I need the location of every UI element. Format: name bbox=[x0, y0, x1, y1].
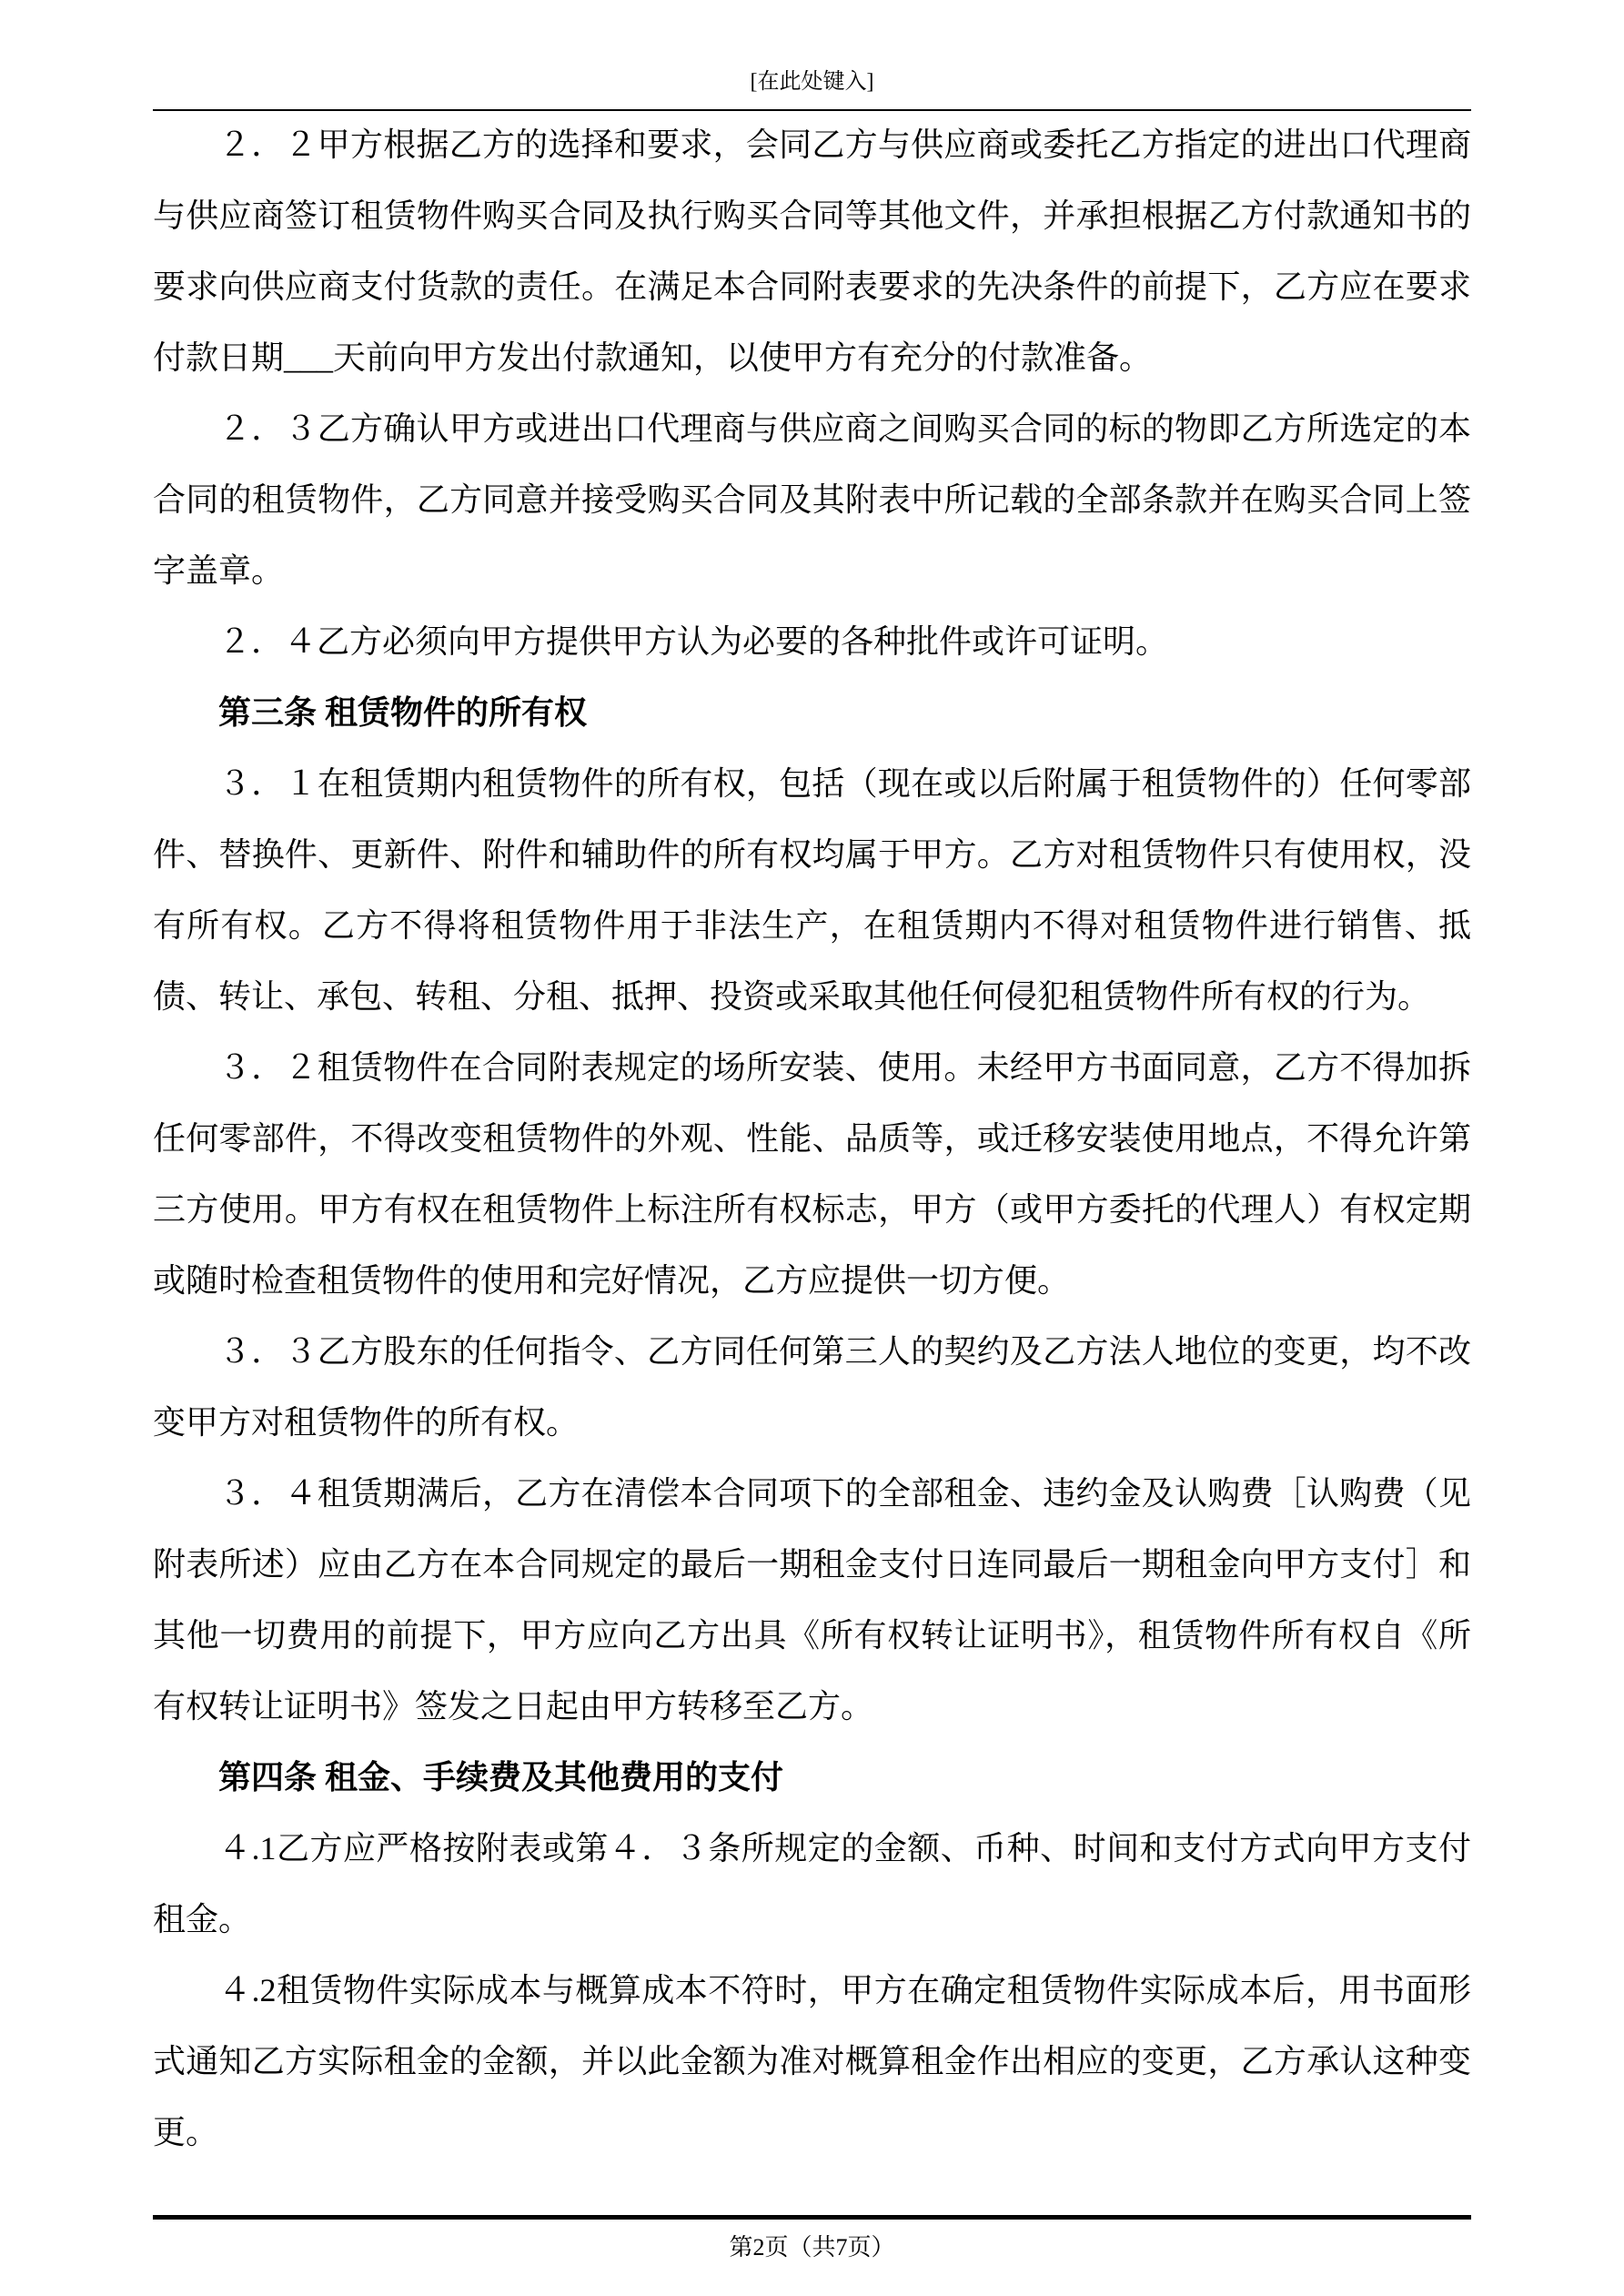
page-number: 第2页（共7页） bbox=[729, 2234, 895, 2261]
paragraph-4-2: ４.2租赁物件实际成本与概算成本不符时，甲方在确定租赁物件实际成本后，用书面形式通知乙方实际租金的金额，并以此金额为准对概算租金作出相应的变更，乙方承认这种变更。 bbox=[153, 1972, 1471, 2150]
paragraph-2-4: ２．４乙方必须向甲方提供甲方认为必要的各种批件或许可证明。 bbox=[218, 623, 1169, 660]
document-body bbox=[153, 109, 1471, 2168]
paragraph-3-2: ３．２租赁物件在合同附表规定的场所安装、使用。未经甲方书面同意，乙方不得加拆任何零部件，不得改变租赁物件的外观、性能、品质等，或迁移安装使用地点，不得允许第三方使用。甲方有权在租赁物件上标注所有权标志，甲方（或甲方委托的代理人）有权定期或随时检查租赁物件的使用和完好情况，乙方应提供一切方便。 bbox=[153, 1049, 1471, 1299]
section-heading-article-3: 第三条 租赁物件的所有权 bbox=[218, 694, 588, 731]
page-footer bbox=[153, 2215, 1471, 2261]
paragraph-4-1: ４.1乙方应严格按附表或第４．３条所规定的金额、币种、时间和支付方式向甲方支付租金。 bbox=[153, 1830, 1471, 1937]
paragraph-3-1: ３．１在租赁期内租赁物件的所有权，包括（现在或以后附属于租赁物件的）任何零部件、替换件、更新件、附件和辅助件的所有权均属于甲方。乙方对租赁物件只有使用权，没有所有权。乙方不得将租赁物件用于非法生产，在租赁期内不得对租赁物件进行销售、抵债、转让、承包、转租、分租、抵押、投资或采取其他任何侵犯租赁物件所有权的行为。 bbox=[153, 765, 1471, 1015]
page-header bbox=[153, 0, 1471, 111]
paragraph-2-2: ２．２甲方根据乙方的选择和要求，会同乙方与供应商或委托乙方指定的进出口代理商与供应商签订租赁物件购买合同及执行购买合同等其他文件，并承担根据乙方付款通知书的要求向供应商支付货款的责任。在满足本合同附表要求的先决条件的前提下，乙方应在要求付款日期___天前向甲方发出付款通知，以使甲方有充分的付款准备。 bbox=[153, 126, 1471, 376]
paragraph-2-3: ２．３乙方确认甲方或进出口代理商与供应商之间购买合同的标的物即乙方所选定的本合同的租赁物件，乙方同意并接受购买合同及其附表中所记载的全部条款并在购买合同上签字盖章。 bbox=[153, 410, 1471, 589]
footer-rule bbox=[153, 2215, 1471, 2220]
section-heading-article-4: 第四条 租金、手续费及其他费用的支付 bbox=[218, 1759, 784, 1795]
header-placeholder-text: [在此处键入] bbox=[750, 70, 874, 94]
paragraph-3-4: ３．４租赁期满后，乙方在清偿本合同项下的全部租金、违约金及认购费［认购费（见附表所述）应由乙方在本合同规定的最后一期租金支付日连同最后一期租金向甲方支付］和其他一切费用的前提下，甲方应向乙方出具《所有权转让证明书》，租赁物件所有权自《所有权转让证明书》签发之日起由甲方转移至乙方。 bbox=[153, 1475, 1471, 1725]
paragraph-3-3: ３．３乙方股东的任何指令、乙方同任何第三人的契约及乙方法人地位的变更，均不改变甲方对租赁物件的所有权。 bbox=[153, 1333, 1471, 1441]
